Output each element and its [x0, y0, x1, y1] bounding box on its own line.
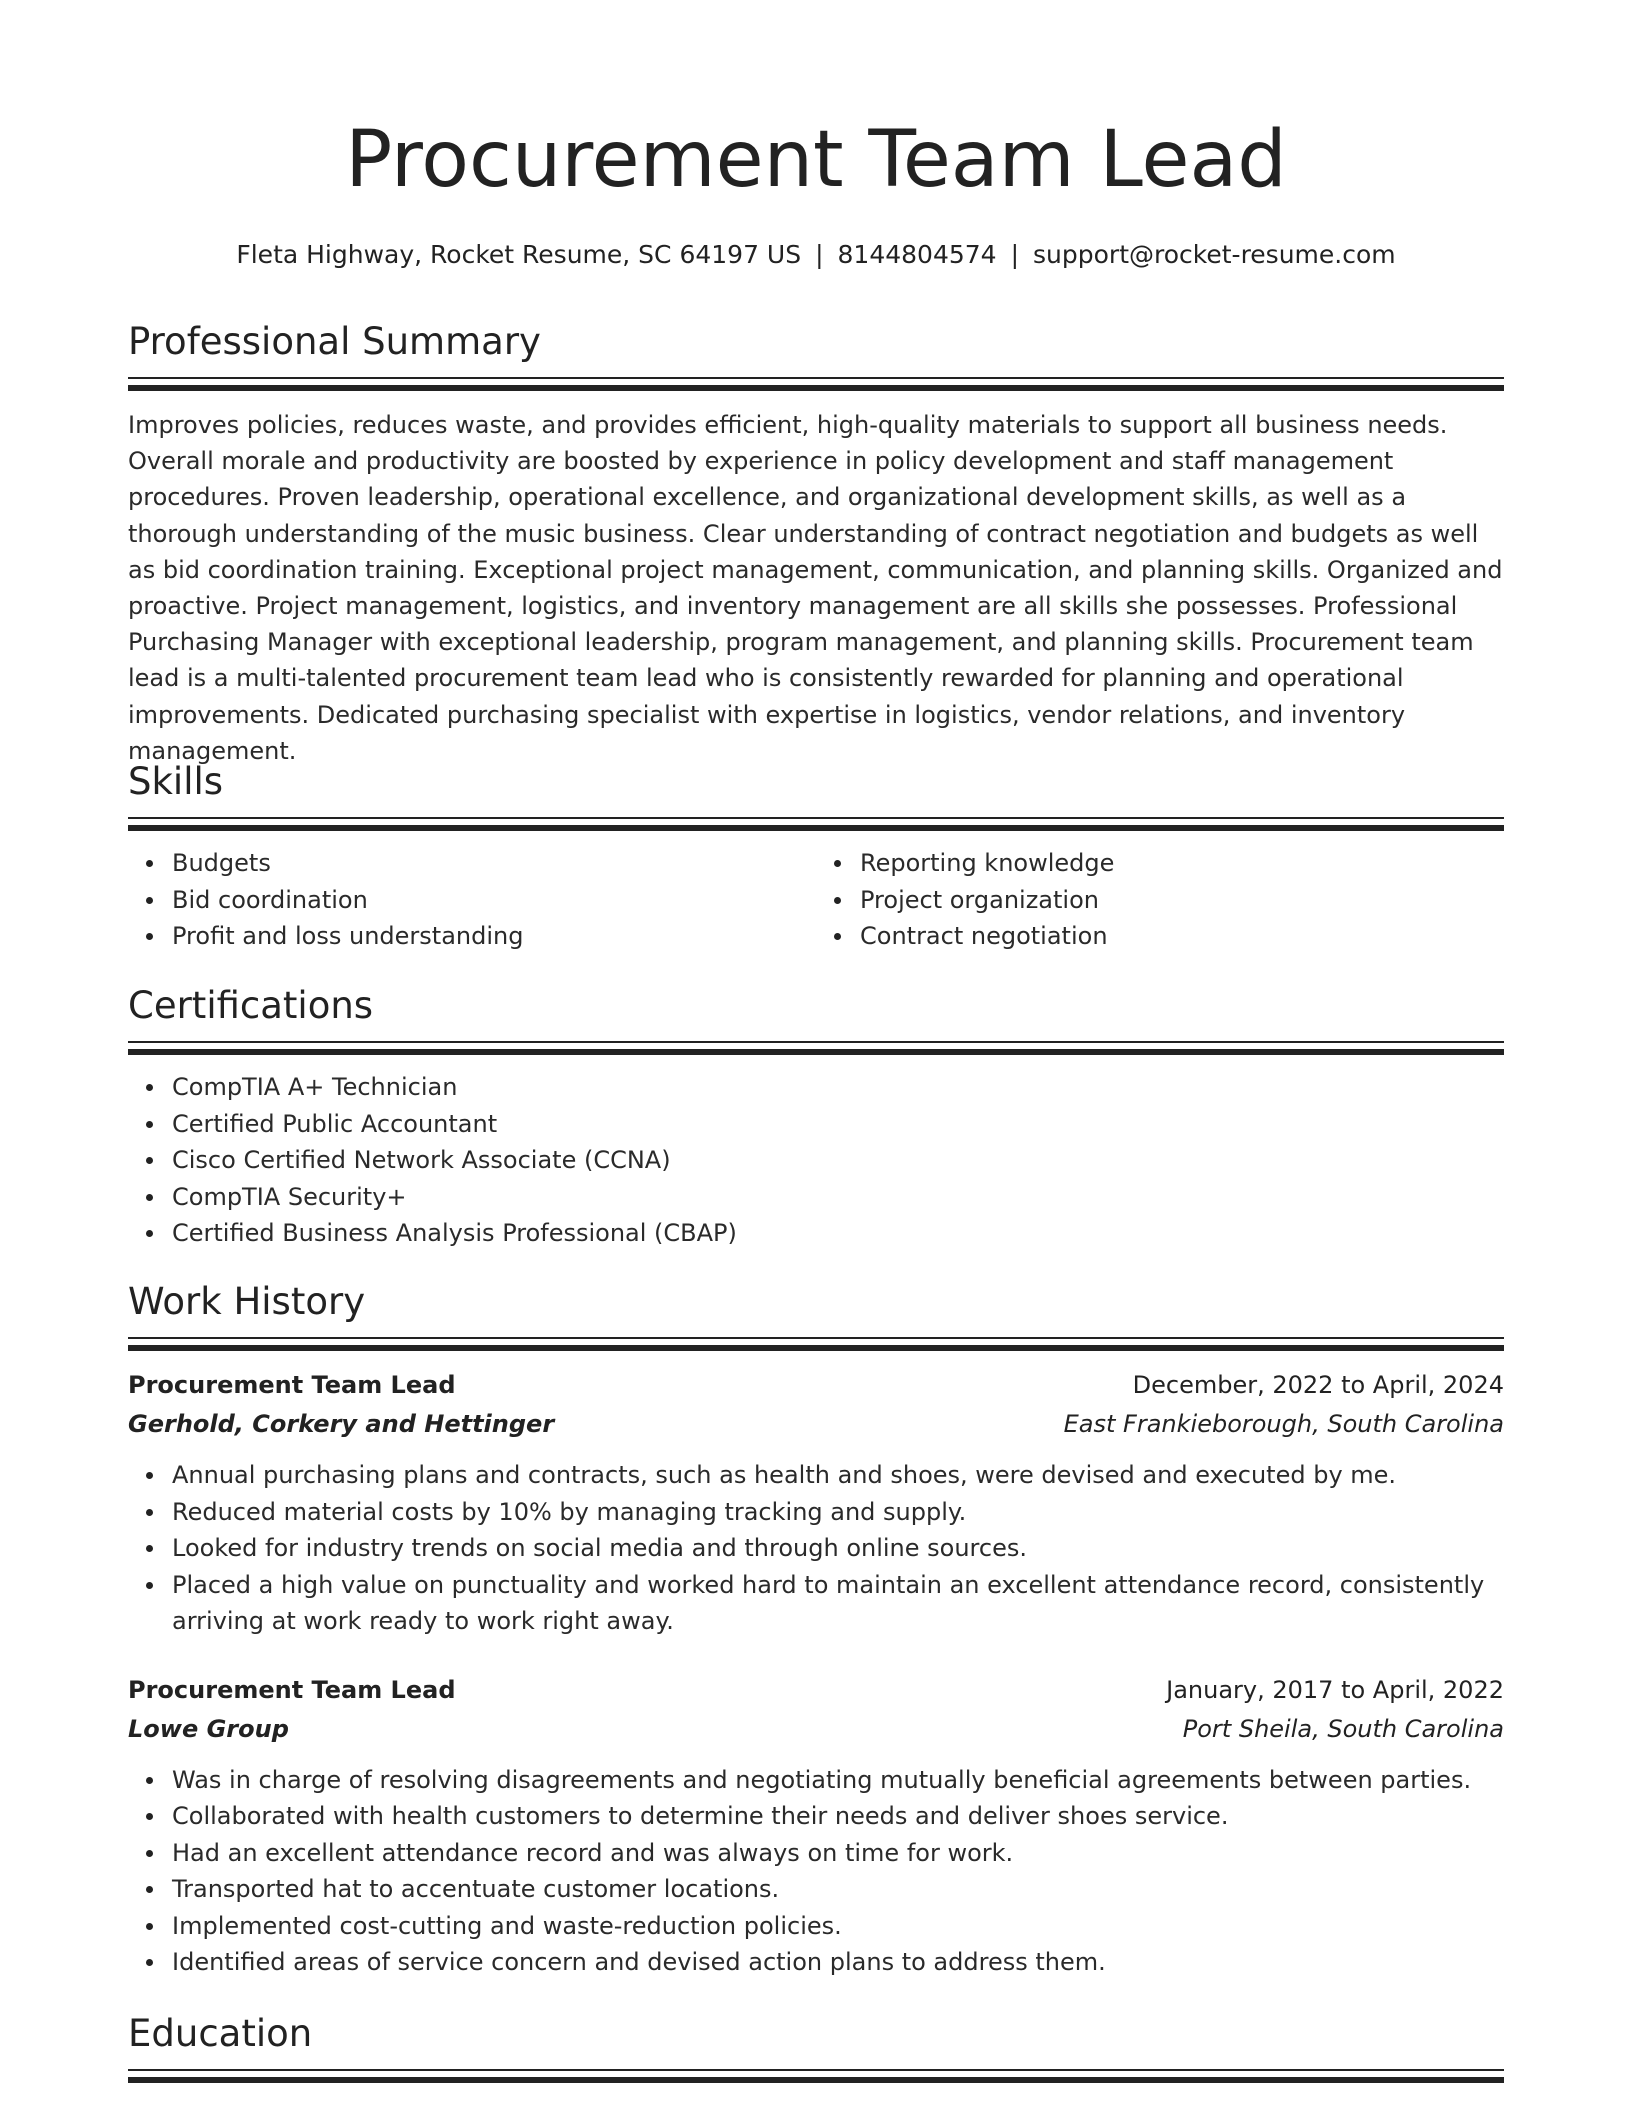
- certification-item: Cisco Certified Network Associate (CCNA): [172, 1142, 1504, 1179]
- job-dates: December, 2022 to April, 2024: [1132, 1371, 1504, 1399]
- job-bullet: Transported hat to accentuate customer locations.: [172, 1871, 1504, 1908]
- education-section: [128, 2012, 1504, 2083]
- section-divider: [128, 2069, 1504, 2083]
- skill-item: Budgets: [172, 845, 816, 882]
- skills-list-left: [128, 845, 816, 955]
- certification-item: Certified Public Accountant: [172, 1106, 1504, 1143]
- contact-line: [128, 238, 1504, 272]
- skill-item: Reporting knowledge: [860, 845, 1504, 882]
- job-bullet: Had an excellent attendance record and was always on time for work.: [172, 1835, 1504, 1872]
- education-heading: Education: [128, 2012, 313, 2055]
- skills-section: [128, 760, 1504, 955]
- job-bullet: Implemented cost-cutting and waste-reduction policies.: [172, 1908, 1504, 1945]
- skill-item: Project organization: [860, 882, 1504, 919]
- contact-phone: 8144804574: [837, 240, 997, 269]
- certification-item: Certified Business Analysis Professional (CBAP): [172, 1215, 1504, 1252]
- job-location: Port Sheila, South Carolina: [1182, 1714, 1504, 1743]
- summary-heading: Professional Summary: [128, 320, 541, 363]
- contact-address: Fleta Highway, Rocket Resume, SC 64197 US: [236, 240, 802, 269]
- work-history-heading: Work History: [128, 1280, 366, 1323]
- job-entry: [128, 1670, 1504, 1981]
- job-bullet: Annual purchasing plans and contracts, such as health and shoes, were devised and executed by me.: [172, 1457, 1504, 1494]
- summary-text: Improves policies, reduces waste, and provides efficient, high-quality materials to support all business needs. Overall morale and productivity are boosted by experience in policy development and staff management procedures. Proven leadership, operational excellence, and organizational development skills, as well as a thorough understanding of the music business. Clear understanding of contract negotiation and budgets as well as bid coordination training. Exceptional project management, communication, and planning skills. Organized and proactive. Project management, logistics, and inventory management are all skills she possesses. Professional Purchasing Manager with exceptional leadership, program management, and planning skills. Procurement team lead is a multi-talented procurement team lead who is consistently rewarded for planning and operational improvements. Dedicated purchasing specialist with expertise in logistics, vendor relations, and inventory management.: [128, 411, 1503, 765]
- skills-list-right: [816, 845, 1504, 955]
- skills-columns: [128, 831, 1504, 955]
- contact-separator: |: [1010, 240, 1020, 269]
- job-title: Procurement Team Lead: [128, 1371, 456, 1399]
- certifications-section: [128, 984, 1504, 1252]
- section-divider: [128, 377, 1504, 391]
- contact-email: support@rocket-resume.com: [1033, 240, 1396, 269]
- skill-item: Bid coordination: [172, 882, 816, 919]
- certification-item: CompTIA A+ Technician: [172, 1069, 1504, 1106]
- certifications-heading: Certifications: [128, 984, 374, 1027]
- section-divider: [128, 1337, 1504, 1351]
- summary-section: [128, 320, 1504, 769]
- job-bullets: [128, 1457, 1504, 1640]
- certification-item: CompTIA Security+: [172, 1179, 1504, 1216]
- job-company: Lowe Group: [128, 1714, 289, 1743]
- section-divider: [128, 1041, 1504, 1055]
- work-history-section: [128, 1280, 1504, 1981]
- job-bullets: [128, 1762, 1504, 1981]
- job-title: Procurement Team Lead: [128, 1675, 456, 1704]
- job-bullet: Identified areas of service concern and devised action plans to address them.: [172, 1944, 1504, 1981]
- section-divider: [128, 817, 1504, 831]
- skill-item: Profit and loss understanding: [172, 918, 816, 955]
- job-subheader: [128, 1405, 1504, 1443]
- job-bullet: Collaborated with health customers to determine their needs and deliver shoes service.: [172, 1798, 1504, 1835]
- job-subheader: [128, 1710, 1504, 1748]
- skills-heading: Skills: [128, 760, 224, 803]
- job-bullet: Was in charge of resolving disagreements and negotiating mutually beneficial agreements between parties.: [172, 1762, 1504, 1799]
- job-bullet: Looked for industry trends on social media and through online sources.: [172, 1530, 1504, 1567]
- resume-title: Procurement Team Lead: [345, 115, 1287, 205]
- contact-separator: |: [815, 240, 824, 269]
- job-header: [128, 1670, 1504, 1710]
- job-dates: January, 2017 to April, 2022: [1166, 1675, 1504, 1704]
- certifications-list: [128, 1069, 1504, 1252]
- job-company: Gerhold, Corkery and Hettinger: [128, 1410, 555, 1438]
- job-location: East Frankieborough, South Carolina: [1063, 1410, 1504, 1438]
- job-entry: [128, 1365, 1504, 1640]
- skill-item: Contract negotiation: [860, 918, 1504, 955]
- job-header: [128, 1365, 1504, 1405]
- job-bullet: Placed a high value on punctuality and worked hard to maintain an excellent attendance record, consistently arriving at work ready to work right away.: [172, 1567, 1504, 1640]
- job-bullet: Reduced material costs by 10% by managing tracking and supply.: [172, 1494, 1504, 1531]
